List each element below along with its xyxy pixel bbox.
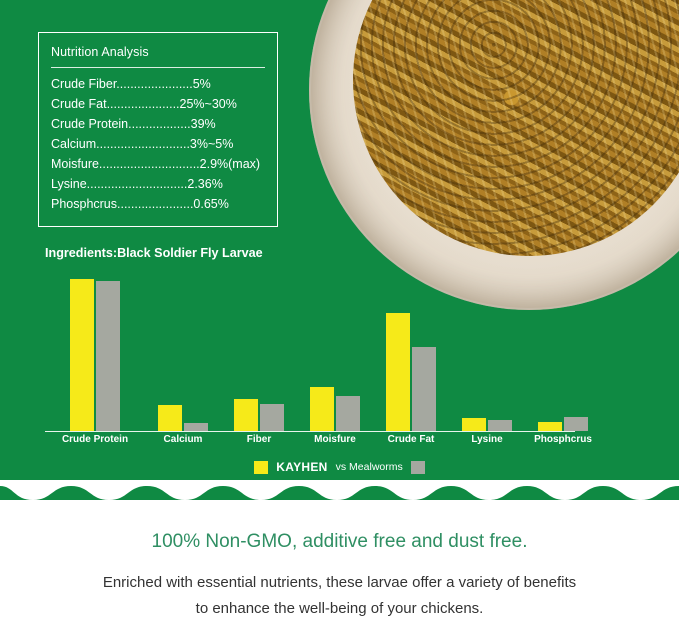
bar-mealworms-phosphorus xyxy=(564,417,588,431)
bar-kayhen-crude-fat xyxy=(386,313,410,431)
bar-group-moisture xyxy=(297,387,373,431)
nutrition-title: Nutrition Analysis xyxy=(51,43,265,68)
bar-mealworms-lysine xyxy=(488,420,512,431)
chart-category-labels xyxy=(45,434,592,450)
chart-label-calcium: Calcium xyxy=(163,434,203,445)
nutrition-row-moisture: Moisfure.............................2.9%(max) xyxy=(51,157,261,171)
bar-group-crude-protein xyxy=(45,279,145,431)
bar-mealworms-crude-fat xyxy=(412,347,436,431)
bar-kayhen-moisture xyxy=(310,387,334,431)
ingredients-label: Ingredients:Black Soldier Fly Larvae xyxy=(45,246,263,260)
chart-label-phosphorus: Phosphcrus xyxy=(534,434,592,445)
bar-mealworms-fiber xyxy=(260,404,284,431)
nutrition-analysis-box xyxy=(38,32,278,227)
bar-group-calcium xyxy=(145,405,221,431)
bar-kayhen-phosphorus xyxy=(538,422,562,431)
legend-label-kayhen: KAYHEN xyxy=(276,460,328,474)
chart-label-fiber: Fiber xyxy=(246,434,272,445)
chart-label-lysine: Lysine xyxy=(471,434,503,445)
subline-line-1: Enriched with essential nutrients, these larvae offer a variety of benefits xyxy=(102,574,577,591)
bar-mealworms-crude-protein xyxy=(96,281,120,431)
legend-label-mealworms: vs Mealworms xyxy=(335,461,403,473)
nutrition-row-crude-fiber: Crude Fiber......................5% xyxy=(51,77,211,91)
nutrition-row-crude-fat: Crude Fat.....................25%~30% xyxy=(51,97,237,111)
chart-label-crude-protein: Crude Protein xyxy=(61,434,129,445)
plate-rim-shadow xyxy=(309,0,679,310)
nutrition-row-calcium: Calcium...........................3%~5% xyxy=(51,137,234,151)
bar-mealworms-moisture xyxy=(336,396,360,431)
wavy-divider xyxy=(0,480,679,500)
bar-kayhen-fiber xyxy=(234,399,258,431)
bar-kayhen-lysine xyxy=(462,418,486,431)
chart-label-moisture: Moisfure xyxy=(314,434,356,445)
nutrition-row-phosphorus: Phosphcrus......................0.65% xyxy=(51,197,229,211)
subline-line-2: to enhance the well-being of your chickens. xyxy=(195,600,484,617)
chart-legend xyxy=(0,460,679,474)
bar-group-phosphorus xyxy=(525,417,601,431)
chart-label-crude-fat: Crude Fat xyxy=(387,434,435,445)
bar-kayhen-calcium xyxy=(158,405,182,431)
headline-text: 100% Non-GMO, additive free and dust free. xyxy=(151,531,528,552)
bar-group-crude-fat xyxy=(373,313,449,431)
legend-swatch-mealworms xyxy=(411,461,425,474)
subline-text xyxy=(0,570,679,622)
bottom-text-panel xyxy=(0,505,679,629)
legend-swatch-kayhen xyxy=(254,461,268,474)
bar-group-fiber xyxy=(221,399,297,431)
bar-kayhen-crude-protein xyxy=(70,279,94,431)
nutrition-row-lysine: Lysine.............................2.36% xyxy=(51,177,223,191)
bar-mealworms-calcium xyxy=(184,423,208,431)
nutrition-bar-chart xyxy=(45,272,575,432)
chart-baseline xyxy=(45,431,575,432)
nutrition-row-crude-protein: Crude Protein..................39% xyxy=(51,117,216,131)
bar-group-lysine xyxy=(449,418,525,431)
